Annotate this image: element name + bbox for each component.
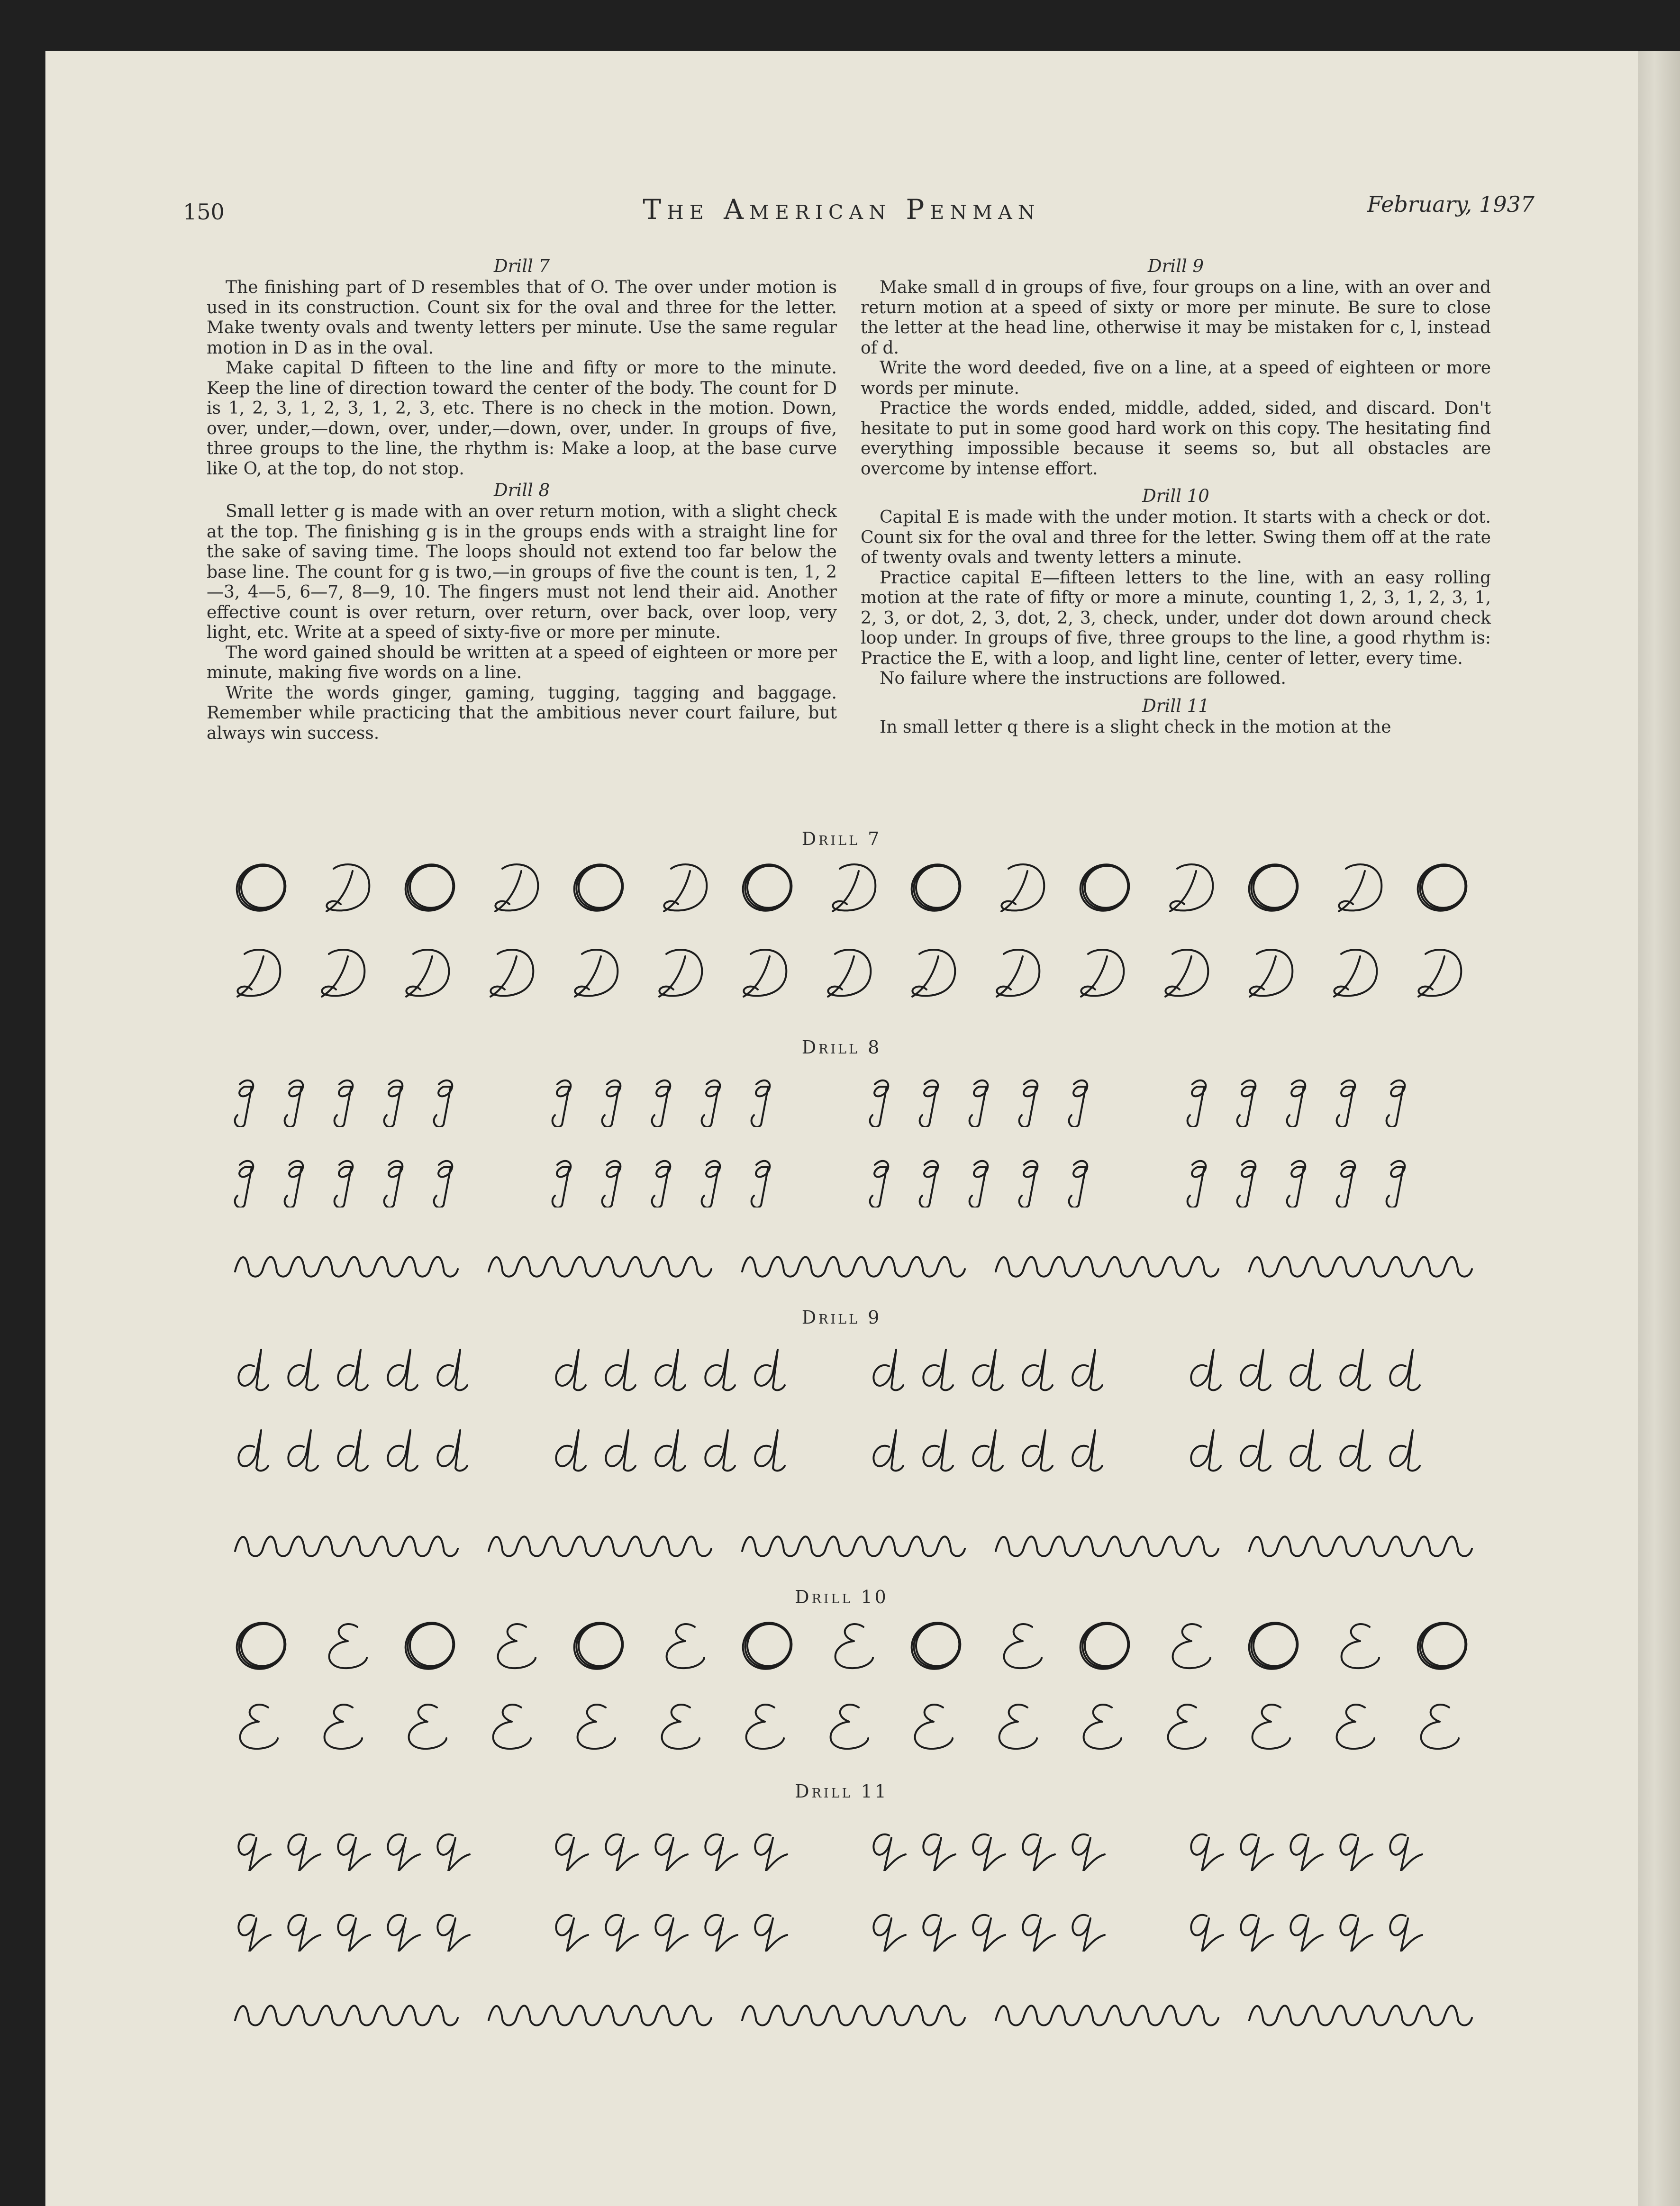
drill-10-plate-label: Drill 10 [795, 1587, 889, 1607]
drill-8-heading: Drill 8 [493, 480, 550, 500]
drill-11-plate-label: Drill 11 [795, 1781, 889, 1802]
paragraph: In small letter q there is a slight check in the motion at the [880, 717, 1391, 737]
script-small-q-illustration [226, 1890, 1505, 1952]
drill-8-plate-label: Drill 8 [801, 1037, 882, 1058]
drill-10-row-oval-e [226, 1615, 1505, 1677]
page-header [45, 146, 1638, 226]
next-page-edge [1638, 51, 1680, 2206]
script-ovals-and-e-illustration [226, 1615, 1505, 1677]
left-column [207, 255, 837, 744]
paragraph: No failure where the instructions are followed. [880, 669, 1286, 688]
drill-10-row-e [226, 1696, 1505, 1757]
script-small-g-illustration [226, 1065, 1505, 1127]
drill-10-heading: Drill 10 [1142, 486, 1209, 506]
script-small-d-illustration [226, 1340, 1505, 1402]
paragraph: Make small d in groups of five, four groups on a line, with an over and return motion at a speed of sixty or more per minute. Be sure to close the letter at the head line, otherwise it may be mistaken for c, l, instead of d. [861, 278, 1491, 358]
drill-7-row-d [226, 942, 1505, 1004]
paragraph: Write the word deeded, five on a line, at a speed of eighteen or more words per minute. [861, 358, 1491, 398]
paragraph: Capital E is made with the under motion. It starts with a check or dot. Count six for the oval and three for the letter. Swing them off at the rate of twenty ovals and twenty letters a minute. [861, 508, 1491, 567]
script-capital-e-illustration [226, 1696, 1505, 1757]
drill-7-plate-label: Drill 7 [801, 828, 882, 849]
paragraph: Write the words ginger, gaming, tugging, tagging and baggage. Remember while practicing that the ambitious never court failure, but always win success. [207, 683, 837, 743]
script-small-d-illustration [226, 1421, 1505, 1482]
script-ovals-and-d-illustration [226, 857, 1505, 918]
issue-date: February, 1937 [1367, 191, 1535, 217]
paragraph: Make capital D fifteen to the line and fifty or more to the minute. Keep the line of direction toward the center of the body. The count for D is 1, 2, 3, 1, 2, 3, 1, 2, 3, etc. There is no check in the motion. Down, over, under,—down, over, under,—down, over, under. In groups of five, three groups to the line, the rhythm is: Make a loop, at the base curve like O, at the top, do not stop. [207, 358, 837, 479]
drill-8-row-g-1 [226, 1065, 1505, 1127]
drill-7-heading: Drill 7 [493, 256, 550, 276]
drill-8-row-words [226, 1226, 1505, 1288]
drill-9-row-words [226, 1506, 1505, 1568]
drill-7-row-oval-d [226, 857, 1505, 918]
script-small-g-illustration [226, 1146, 1505, 1207]
drill-9-heading: Drill 9 [1147, 256, 1204, 276]
script-word-deeded-illustration [226, 1506, 1505, 1568]
paragraph: The word gained should be written at a speed of eighteen or more per minute, making five words on a line. [207, 643, 837, 682]
drill-11-heading: Drill 11 [1142, 695, 1209, 716]
drill-11-row-q-1 [226, 1809, 1505, 1871]
magazine-title: The American Penman [643, 193, 1041, 226]
drill-9-row-d-2 [226, 1421, 1505, 1482]
drill-11-row-words [226, 1975, 1505, 2037]
paragraph: The finishing part of D resembles that of O. The over under motion is used in its construction. Count six for the oval and three for the letter. Make twenty ovals and twenty letters per minute. Use the same regular motion in D as in the oval. [207, 278, 837, 358]
magazine-page [45, 51, 1638, 2206]
drill-9-plate-label: Drill 9 [801, 1307, 882, 1328]
script-capital-d-illustration [226, 942, 1505, 1004]
paragraph: Small letter g is made with an over return motion, with a slight check at the top. The finishing g is in the groups ends with a straight line for the sake of saving time. The loops should not extend too far below the base line. The count for g is two,—in groups of five the count is ten, 1, 2—3, 4—5, 6—7, 8—9, 10. The fingers must not lend their aid. Another effective count is over return, over return, over back, over loop, very light, etc. Write at a speed of sixty-five or more per minute. [207, 502, 837, 642]
script-small-q-illustration [226, 1809, 1505, 1871]
drill-8-row-g-2 [226, 1146, 1505, 1207]
page-number: 150 [183, 199, 225, 225]
drill-9-row-d-1 [226, 1340, 1505, 1402]
paragraph: Practice the words ended, middle, added, sided, and discard. Don't hesitate to put in some good hard work on this copy. The hesitating find everything impossible because it seems so, but all obstacles are overcome by intense effort. [861, 399, 1491, 479]
drill-11-row-q-2 [226, 1890, 1505, 1952]
right-column [861, 255, 1491, 737]
script-word-gained-illustration [226, 1226, 1505, 1288]
script-word-opaque-illustration [226, 1975, 1505, 2037]
paragraph: Practice capital E—fifteen letters to the line, with an easy rolling motion at the rate of fifty or more a minute, counting 1, 2, 3, 1, 2, 3, 1, 2, 3, or dot, 2, 3, dot, 2, 3, check, under, under dot down around check loop under. In groups of five, three groups to the line, a good rhythm is: Practice the E, with a loop, and light line, center of letter, every time. [861, 568, 1491, 668]
